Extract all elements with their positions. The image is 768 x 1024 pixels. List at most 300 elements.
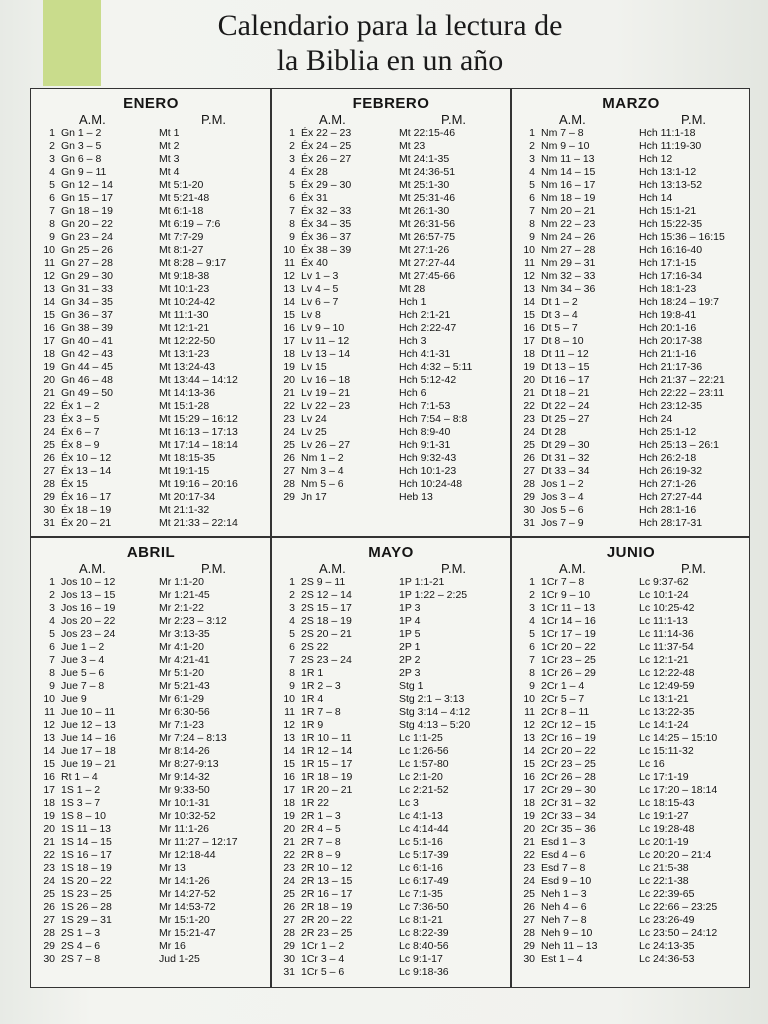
reading-row <box>271 192 511 205</box>
pm-reading: Lc 2:21-52 <box>399 784 449 796</box>
pm-reading: Hch 28:17-31 <box>639 517 703 529</box>
reading-row <box>31 465 271 478</box>
day-number: 1 <box>289 127 295 139</box>
am-reading: 2R 7 – 8 <box>301 836 341 848</box>
am-reading: 2Cr 35 – 36 <box>541 823 596 835</box>
reading-row <box>31 784 271 797</box>
pm-reading: Mt 26:31-56 <box>399 218 456 230</box>
pm-reading: Hch 21:17-36 <box>639 361 703 373</box>
am-reading: Jue 12 – 13 <box>61 719 116 731</box>
reading-row <box>31 706 271 719</box>
pm-reading: Lc 18:15-43 <box>639 797 695 809</box>
reading-row <box>271 127 511 140</box>
pm-reading: Lc 6:1-16 <box>399 862 443 874</box>
am-reading: 1Cr 17 – 19 <box>541 628 596 640</box>
reading-row <box>271 491 511 504</box>
reading-row <box>31 413 271 426</box>
pm-reading: Mr 14:27-52 <box>159 888 216 900</box>
day-number: 21 <box>283 836 295 848</box>
pm-reading: Lc 13:1-21 <box>639 693 689 705</box>
day-number: 3 <box>529 602 535 614</box>
day-number: 12 <box>523 719 535 731</box>
reading-row <box>271 270 511 283</box>
day-number: 23 <box>283 862 295 874</box>
am-header: A.M. <box>79 561 106 576</box>
pm-reading: 1P 4 <box>399 615 421 627</box>
day-number: 14 <box>523 296 535 308</box>
pm-reading: Hch 25:13 – 26:1 <box>639 439 719 451</box>
am-reading: 2R 1 – 3 <box>301 810 341 822</box>
pm-reading: Mt 5:1-20 <box>159 179 204 191</box>
day-number: 24 <box>43 875 55 887</box>
am-reading: Lv 8 <box>301 309 321 321</box>
am-reading: Éx 38 – 39 <box>301 244 352 256</box>
day-number: 5 <box>529 179 535 191</box>
am-reading: Nm 11 – 13 <box>541 153 595 165</box>
reading-row <box>511 927 751 940</box>
am-reading: Éx 15 <box>61 478 88 490</box>
day-number: 28 <box>43 478 55 490</box>
pm-reading: Mt 27:27-44 <box>399 257 456 269</box>
pm-reading: Mt 3 <box>159 153 180 165</box>
day-number: 21 <box>523 387 535 399</box>
reading-row <box>511 836 751 849</box>
reading-row <box>511 400 751 413</box>
am-reading: 2R 4 – 5 <box>301 823 341 835</box>
am-reading: 2Cr 20 – 22 <box>541 745 596 757</box>
day-number: 2 <box>289 140 295 152</box>
day-number: 11 <box>44 257 55 269</box>
day-number: 30 <box>43 953 55 965</box>
am-reading: Jue 14 – 16 <box>61 732 116 744</box>
reading-row <box>31 875 271 888</box>
pm-reading: Mt 1 <box>159 127 180 139</box>
reading-row <box>31 862 271 875</box>
pm-reading: Mt 20:17-34 <box>159 491 216 503</box>
am-reading: 1Cr 5 – 6 <box>301 966 345 978</box>
day-number: 27 <box>43 465 55 477</box>
am-reading: Lv 16 – 18 <box>301 374 351 386</box>
reading-row <box>31 901 271 914</box>
day-number: 29 <box>523 940 535 952</box>
reading-row <box>511 192 751 205</box>
day-number: 1 <box>49 127 55 139</box>
day-number: 5 <box>289 179 295 191</box>
pm-reading: Mt 26:57-75 <box>399 231 456 243</box>
am-reading: Nm 5 – 6 <box>301 478 344 490</box>
am-reading: 1R 7 – 8 <box>301 706 341 718</box>
day-number: 4 <box>49 166 55 178</box>
pm-reading: 1P 3 <box>399 602 421 614</box>
day-number: 18 <box>523 348 535 360</box>
am-reading: Nm 34 – 36 <box>541 283 596 295</box>
pm-reading: Lc 4:14-44 <box>399 823 449 835</box>
reading-row <box>271 361 511 374</box>
am-reading: 1S 20 – 22 <box>61 875 112 887</box>
pm-reading: Mr 14:1-26 <box>159 875 210 887</box>
day-number: 28 <box>523 478 535 490</box>
pm-reading: 1P 1:1-21 <box>399 576 445 588</box>
am-reading: Nm 22 – 23 <box>541 218 596 230</box>
pm-reading: Mt 13:24-43 <box>159 361 216 373</box>
reading-row <box>271 719 511 732</box>
pm-reading: Mr 8:27-9:13 <box>159 758 219 770</box>
pm-reading: Lc 20:20 – 21:4 <box>639 849 712 861</box>
am-reading: Lv 19 – 21 <box>301 387 351 399</box>
reading-row <box>31 667 271 680</box>
reading-row <box>31 615 271 628</box>
am-reading: Éx 22 – 23 <box>301 127 352 139</box>
reading-row <box>31 602 271 615</box>
reading-row <box>271 888 511 901</box>
reading-row <box>511 693 751 706</box>
reading-list <box>271 127 511 504</box>
am-reading: Dt 3 – 4 <box>541 309 578 321</box>
pm-reading: Mt 18:15-35 <box>159 452 216 464</box>
pm-reading: Mr 15:1-20 <box>159 914 210 926</box>
am-reading: 2R 23 – 25 <box>301 927 353 939</box>
pm-reading: Mt 23 <box>399 140 426 152</box>
reading-row <box>31 641 271 654</box>
pm-reading: Hch 20:1-16 <box>639 322 697 334</box>
pm-reading: Mr 12:18-44 <box>159 849 216 861</box>
am-header: A.M. <box>79 112 106 127</box>
reading-row <box>511 823 751 836</box>
day-number: 7 <box>529 654 535 666</box>
am-reading: Jue 19 – 21 <box>61 758 116 770</box>
reading-row <box>271 641 511 654</box>
am-reading: 1R 20 – 21 <box>301 784 353 796</box>
am-reading: 1S 11 – 13 <box>61 823 112 835</box>
am-reading: 1R 15 – 17 <box>301 758 353 770</box>
pm-reading: Mt 16:13 – 17:13 <box>159 426 238 438</box>
reading-row <box>271 153 511 166</box>
day-number: 29 <box>43 491 55 503</box>
month-name: ABRIL <box>126 544 176 561</box>
reading-row <box>31 491 271 504</box>
day-number: 1 <box>289 576 295 588</box>
am-reading: Jos 23 – 24 <box>61 628 116 640</box>
day-number: 20 <box>523 374 535 386</box>
am-reading: Jue 10 – 11 <box>61 706 116 718</box>
reading-row <box>271 166 511 179</box>
pm-reading: Mt 10:24-42 <box>159 296 216 308</box>
pm-reading: Mt 7:7-29 <box>159 231 204 243</box>
reading-row <box>511 706 751 719</box>
pm-reading: Hch 19:8-41 <box>639 309 697 321</box>
am-reading: Nm 7 – 8 <box>541 127 584 139</box>
month-abril <box>31 538 271 988</box>
reading-row <box>31 374 271 387</box>
day-number: 12 <box>43 719 55 731</box>
title-line-2: la Biblia en un año <box>276 44 504 77</box>
day-number: 1 <box>49 576 55 588</box>
reading-row <box>31 576 271 589</box>
am-reading: Gn 20 – 22 <box>61 218 113 230</box>
day-number: 28 <box>283 478 295 490</box>
am-reading: Jue 5 – 6 <box>61 667 105 679</box>
am-reading: Éx 1 – 2 <box>61 400 100 412</box>
day-number: 11 <box>284 706 295 718</box>
am-header: A.M. <box>319 112 346 127</box>
am-reading: Éx 3 – 5 <box>61 413 100 425</box>
am-reading: Esd 1 – 3 <box>541 836 586 848</box>
pm-reading: Lc 9:1-17 <box>399 953 443 965</box>
am-reading: Jos 16 – 19 <box>61 602 116 614</box>
reading-row <box>271 901 511 914</box>
reading-row <box>511 862 751 875</box>
am-reading: Jos 10 – 12 <box>61 576 116 588</box>
am-reading: 2S 15 – 17 <box>301 602 352 614</box>
pm-reading: Mt 24:36-51 <box>399 166 456 178</box>
reading-row <box>511 680 751 693</box>
am-reading: Gn 40 – 41 <box>61 335 113 347</box>
am-reading: Jos 5 – 6 <box>541 504 584 516</box>
day-number: 18 <box>43 797 55 809</box>
am-header: A.M. <box>559 561 586 576</box>
pm-reading: Lc 12:22-48 <box>639 667 695 679</box>
reading-row <box>511 387 751 400</box>
pm-reading: Hch 26:2-18 <box>639 452 697 464</box>
day-number: 9 <box>529 231 535 243</box>
day-number: 9 <box>289 231 295 243</box>
pm-reading: Lc 12:1-21 <box>639 654 689 666</box>
am-reading: Dt 5 – 7 <box>541 322 578 334</box>
day-number: 5 <box>289 628 295 640</box>
pm-reading: Lc 22:39-65 <box>639 888 695 900</box>
day-number: 6 <box>49 641 55 653</box>
day-number: 15 <box>283 309 295 321</box>
day-number: 2 <box>49 140 55 152</box>
reading-row <box>271 602 511 615</box>
calendar-grid <box>30 88 750 988</box>
am-reading: Gn 25 – 26 <box>61 244 113 256</box>
am-reading: Nm 3 – 4 <box>301 465 344 477</box>
day-number: 3 <box>289 153 295 165</box>
day-number: 25 <box>283 888 295 900</box>
day-number: 11 <box>44 706 55 718</box>
reading-row <box>511 205 751 218</box>
am-reading: 1S 18 – 19 <box>61 862 112 874</box>
day-number: 24 <box>43 426 55 438</box>
day-number: 28 <box>283 927 295 939</box>
reading-row <box>31 335 271 348</box>
day-number: 15 <box>43 758 55 770</box>
am-reading: Éx 20 – 21 <box>61 517 112 529</box>
am-reading: 2S 7 – 8 <box>61 953 101 965</box>
am-reading: Esd 9 – 10 <box>541 875 592 887</box>
reading-row <box>511 153 751 166</box>
day-number: 19 <box>43 810 55 822</box>
pm-reading: Mr 1:21-45 <box>159 589 210 601</box>
reading-row <box>511 628 751 641</box>
pm-reading: Mt 22:15-46 <box>399 127 456 139</box>
pm-reading: Hch 17:1-15 <box>639 257 697 269</box>
pm-reading: Lc 7:36-50 <box>399 901 449 913</box>
day-number: 10 <box>523 244 535 256</box>
pm-reading: Mt 13:1-23 <box>159 348 210 360</box>
reading-row <box>271 140 511 153</box>
pm-reading: Lc 6:17-49 <box>399 875 449 887</box>
am-reading: 1Cr 3 – 4 <box>301 953 345 965</box>
reading-row <box>271 179 511 192</box>
day-number: 9 <box>49 231 55 243</box>
day-number: 4 <box>529 166 535 178</box>
day-number: 24 <box>523 426 535 438</box>
pm-reading: Lc 8:1-21 <box>399 914 443 926</box>
day-number: 18 <box>523 797 535 809</box>
reading-row <box>31 927 271 940</box>
pm-reading: Lc 1:26-56 <box>399 745 449 757</box>
reading-row <box>31 127 271 140</box>
day-number: 3 <box>289 602 295 614</box>
day-number: 22 <box>43 400 55 412</box>
am-reading: 1S 23 – 25 <box>61 888 112 900</box>
reading-row <box>31 205 271 218</box>
pm-reading: Hch 28:1-16 <box>639 504 697 516</box>
day-number: 8 <box>529 667 535 679</box>
day-number: 9 <box>529 680 535 692</box>
day-number: 2 <box>49 589 55 601</box>
reading-row <box>271 667 511 680</box>
reading-row <box>271 771 511 784</box>
pm-reading: Lc 24:36-53 <box>639 953 695 965</box>
day-number: 19 <box>523 361 535 373</box>
am-reading: 1R 10 – 11 <box>301 732 352 744</box>
pm-reading: Hch 13:13-52 <box>639 179 703 191</box>
reading-row <box>511 374 751 387</box>
reading-row <box>31 140 271 153</box>
am-reading: 1R 18 – 19 <box>301 771 353 783</box>
pm-reading: Lc 2:1-20 <box>399 771 443 783</box>
day-number: 14 <box>43 296 55 308</box>
day-number: 19 <box>283 810 295 822</box>
day-number: 27 <box>523 465 535 477</box>
pm-reading: Hch 16:16-40 <box>639 244 703 256</box>
pm-reading: Mt 14:13-36 <box>159 387 216 399</box>
reading-row <box>31 771 271 784</box>
pm-reading: Mt 15:1-28 <box>159 400 210 412</box>
day-number: 17 <box>283 784 295 796</box>
month-name: ENERO <box>123 95 179 112</box>
am-reading: Dt 29 – 30 <box>541 439 590 451</box>
reading-row <box>271 953 511 966</box>
day-number: 2 <box>529 589 535 601</box>
pm-reading: Mr 11:27 – 12:17 <box>159 836 238 848</box>
pm-reading: Mt 19:1-15 <box>159 465 210 477</box>
pm-reading: Hch 10:24-48 <box>399 478 463 490</box>
day-number: 25 <box>523 888 535 900</box>
am-reading: Éx 40 <box>301 257 328 269</box>
month-mayo <box>271 538 511 988</box>
reading-row <box>511 745 751 758</box>
day-number: 14 <box>523 745 535 757</box>
am-reading: Nm 1 – 2 <box>301 452 344 464</box>
am-reading: 2R 18 – 19 <box>301 901 353 913</box>
reading-row <box>271 400 511 413</box>
am-reading: Lv 15 <box>301 361 327 373</box>
pm-reading: Hch 9:32-43 <box>399 452 457 464</box>
day-number: 25 <box>43 888 55 900</box>
day-number: 10 <box>283 244 295 256</box>
pm-reading: Lc 23:50 – 24:12 <box>639 927 718 939</box>
reading-row <box>31 478 271 491</box>
day-number: 30 <box>43 504 55 516</box>
am-reading: Éx 16 – 17 <box>61 491 112 503</box>
am-reading: 1Cr 11 – 13 <box>541 602 596 614</box>
pm-reading: Hch 27:27-44 <box>639 491 703 503</box>
pm-reading: Mr 13 <box>159 862 186 874</box>
am-reading: 2S 22 <box>301 641 329 653</box>
day-number: 14 <box>283 745 295 757</box>
pm-reading: Hch 11:19-30 <box>639 140 702 152</box>
pm-reading: Lc 1:57-80 <box>399 758 449 770</box>
reading-row <box>511 361 751 374</box>
reading-row <box>511 231 751 244</box>
am-reading: Éx 8 – 9 <box>61 439 100 451</box>
pm-reading: Hch 22:22 – 23:11 <box>639 387 725 399</box>
day-number: 21 <box>283 387 295 399</box>
pm-reading: Hch 7:1-53 <box>399 400 451 412</box>
reading-row <box>31 589 271 602</box>
day-number: 23 <box>523 413 535 425</box>
am-reading: Gn 36 – 37 <box>61 309 113 321</box>
day-number: 14 <box>283 296 295 308</box>
pm-reading: Mr 5:21-43 <box>159 680 210 692</box>
reading-row <box>511 719 751 732</box>
reading-row <box>271 205 511 218</box>
month-enero <box>31 89 271 539</box>
am-reading: Gn 6 – 8 <box>61 153 102 165</box>
day-number: 24 <box>283 426 295 438</box>
day-number: 18 <box>43 348 55 360</box>
am-reading: Lv 6 – 7 <box>301 296 339 308</box>
pm-reading: Mt 15:29 – 16:12 <box>159 413 238 425</box>
pm-reading: Lc 14:25 – 15:10 <box>639 732 718 744</box>
am-reading: Gn 23 – 24 <box>61 231 113 243</box>
pm-reading: Lc 19:1-27 <box>639 810 689 822</box>
am-reading: Éx 13 – 14 <box>61 465 112 477</box>
reading-row <box>31 504 271 517</box>
month-name: JUNIO <box>606 544 656 561</box>
day-number: 8 <box>529 218 535 230</box>
pm-reading: Mr 6:1-29 <box>159 693 204 705</box>
month-name: MAYO <box>368 544 414 561</box>
pm-reading: Hch 4:1-31 <box>399 348 451 360</box>
reading-row <box>511 641 751 654</box>
reading-row <box>31 348 271 361</box>
day-number: 5 <box>49 179 55 191</box>
am-reading: 1S 26 – 28 <box>61 901 112 913</box>
reading-row <box>511 426 751 439</box>
pm-reading: 2P 1 <box>399 641 421 653</box>
reading-row <box>31 296 271 309</box>
day-number: 8 <box>289 667 295 679</box>
pm-reading: Stg 1 <box>399 680 424 692</box>
reading-row <box>31 179 271 192</box>
am-reading: Lv 4 – 5 <box>301 283 339 295</box>
pm-reading: Lc 10:1-24 <box>639 589 689 601</box>
pm-reading: Mt 27:1-26 <box>399 244 450 256</box>
day-number: 29 <box>283 491 295 503</box>
day-number: 31 <box>43 517 55 529</box>
am-reading: 2S 20 – 21 <box>301 628 352 640</box>
pm-reading: Hch 2:22-47 <box>399 322 457 334</box>
pm-reading: Mr 4:1-20 <box>159 641 204 653</box>
day-number: 26 <box>43 901 55 913</box>
day-number: 13 <box>43 732 55 744</box>
day-number: 6 <box>529 641 535 653</box>
